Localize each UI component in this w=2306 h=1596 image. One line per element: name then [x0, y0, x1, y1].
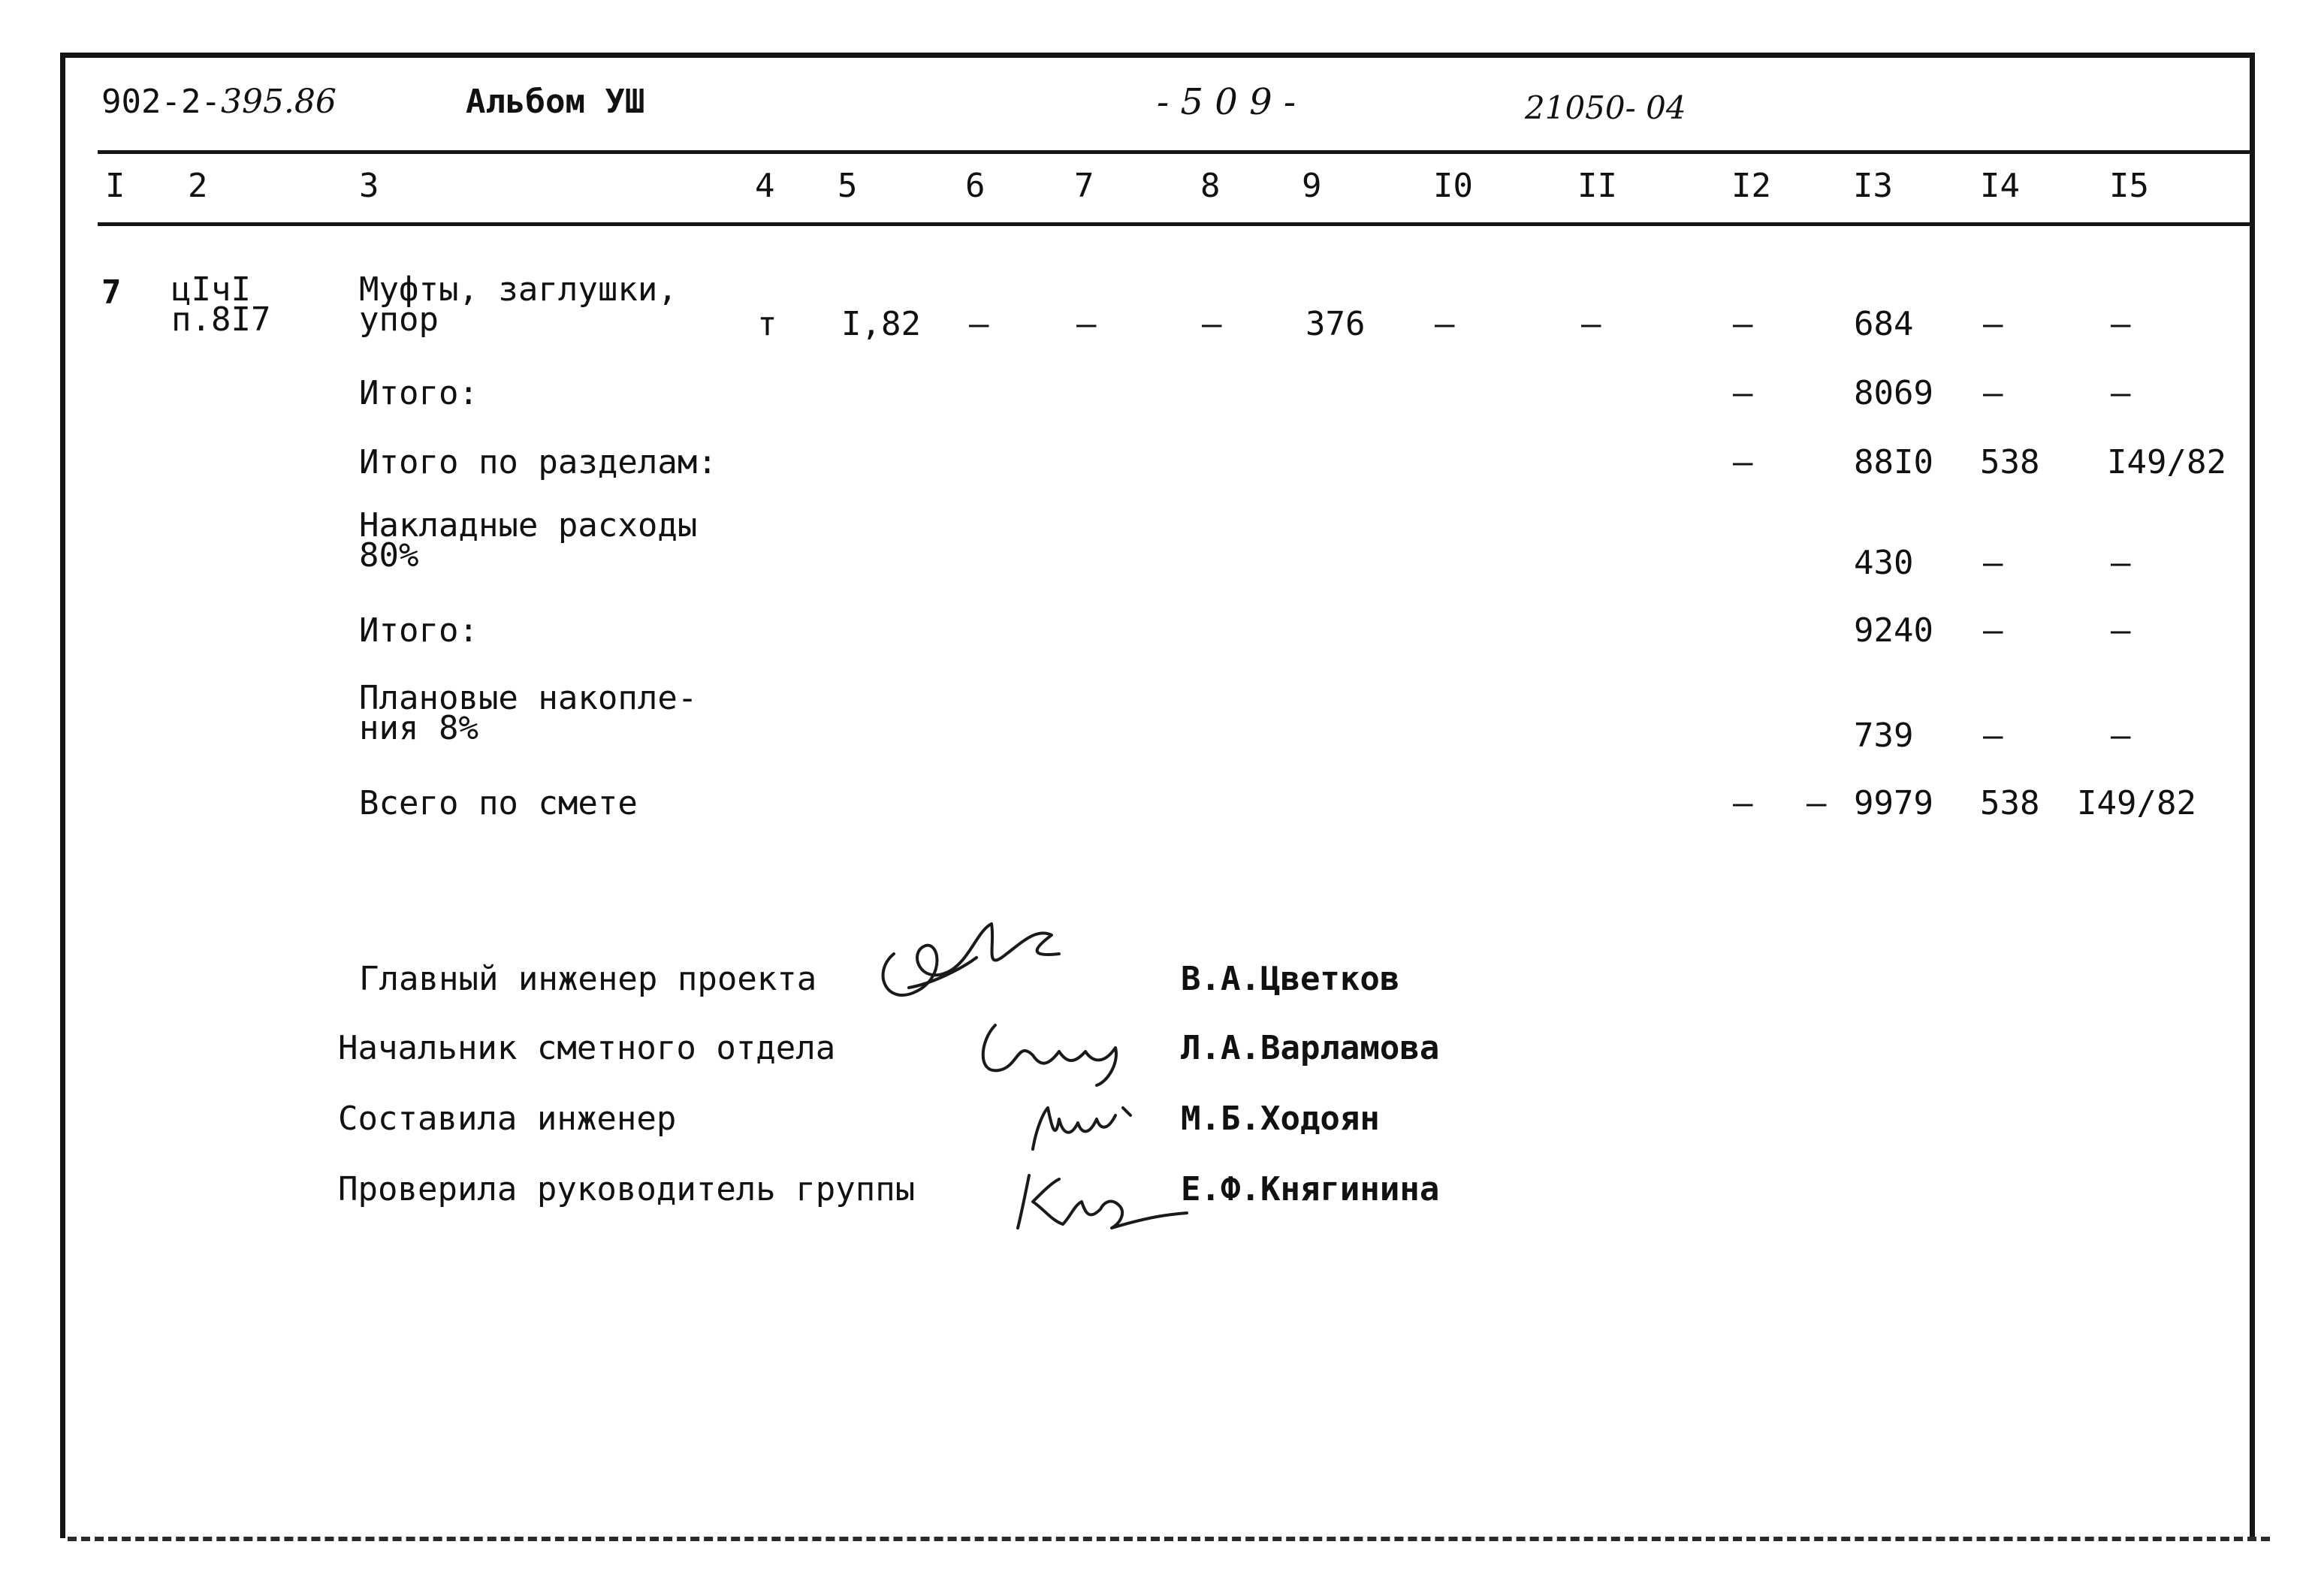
handwritten-signature-4: [999, 1160, 1194, 1235]
cell-c9: 376: [1305, 305, 1366, 343]
cell-c15: –: [2111, 717, 2131, 755]
cell-c13: 9240: [1854, 611, 1933, 650]
col-header-4: 4: [755, 167, 775, 205]
col-header-12: I2: [1731, 167, 1771, 205]
col-header-3: 3: [359, 167, 379, 205]
row-label: Всего по смете: [359, 784, 638, 822]
col-header-8: 8: [1200, 167, 1221, 205]
signature-name: Л.А.Варламова: [1181, 1029, 1440, 1067]
cell-c14: 538: [1980, 443, 2040, 481]
signature-role: Проверила руководитель группы: [338, 1170, 916, 1208]
col-header-5: 5: [838, 167, 858, 205]
col-header-6: 6: [965, 167, 985, 205]
col-header-11: II: [1577, 167, 1617, 205]
cell-c11: –: [1581, 305, 1601, 343]
signature-role: Составила инженер: [338, 1100, 677, 1138]
bottom-edge-line: [68, 1537, 2270, 1541]
page-number: - 5 0 9 -: [1157, 81, 1296, 123]
cell-c15: –: [2111, 305, 2131, 343]
column-header-rule: [98, 222, 2250, 226]
doc-code: 902-2-395.86: [101, 83, 337, 121]
signature-role: Начальник сметного отдела: [338, 1029, 836, 1067]
cell-c12: –: [1733, 374, 1753, 412]
cell-c15: –: [2111, 611, 2131, 650]
cell-c13: 739: [1854, 717, 1914, 755]
cell-c15: –: [2111, 374, 2131, 412]
row-label: Муфты, заглушки, упор: [359, 270, 678, 339]
cell-c12: –: [1733, 443, 1753, 481]
cell-c14: –: [1983, 544, 2003, 582]
cell-c14: –: [1983, 374, 2003, 412]
row-label: Итого:: [359, 374, 478, 412]
handwritten-signature-1: [864, 901, 1074, 1014]
signature-name: В.А.Цветков: [1181, 960, 1400, 998]
col-header-2: 2: [188, 167, 208, 205]
row-label: Итого по разделам:: [359, 443, 717, 481]
cell-c10: –: [1435, 305, 1455, 343]
col-header-10: I0: [1433, 167, 1473, 205]
col-header-9: 9: [1302, 167, 1322, 205]
cell-c8: –: [1202, 305, 1222, 343]
signature-name: Е.Ф.Княгинина: [1181, 1170, 1440, 1208]
cell-c14: –: [1983, 611, 2003, 650]
album-label: Альбом УШ: [466, 83, 645, 121]
quantity-cell: I,82: [841, 305, 921, 343]
sheet-code: 21050- 04: [1525, 89, 1686, 126]
cell-c15: I49/82: [2107, 443, 2226, 481]
cell-c14: –: [1983, 717, 2003, 755]
signature-name: М.Б.Ходоян: [1181, 1100, 1380, 1138]
row-label: Итого:: [359, 611, 478, 650]
cell-c7: –: [1076, 305, 1097, 343]
cell-c13: 88I0: [1854, 443, 1933, 481]
cell-c6: –: [969, 305, 989, 343]
col-header-1: I: [105, 167, 125, 205]
col-header-14: I4: [1980, 167, 2020, 205]
unit-cell: т: [757, 305, 777, 343]
cell-c15: –: [2111, 544, 2131, 582]
row-number: 7: [101, 273, 122, 312]
handwritten-signature-2: [965, 1010, 1145, 1093]
col-header-7: 7: [1074, 167, 1094, 205]
cell-c14: –: [1983, 305, 2003, 343]
header-rule: [98, 150, 2250, 154]
cell-c13: 9979: [1854, 784, 1933, 822]
col-header-15: I5: [2109, 167, 2149, 205]
cell-c13: 684: [1854, 305, 1914, 343]
col-header-13: I3: [1853, 167, 1893, 205]
cell-c12b: –: [1806, 784, 1827, 822]
cell-c12: –: [1733, 784, 1753, 822]
cell-c15: I49/82: [2077, 784, 2196, 822]
row-label: Плановые накопле- ния 8%: [359, 679, 698, 747]
doc-code-handwritten: 395.86: [220, 83, 337, 121]
row-label: Накладные расходы 80%: [359, 506, 698, 575]
cell-c12: –: [1733, 305, 1753, 343]
cell-c13: 430: [1854, 544, 1914, 582]
handwritten-signature-3: [1010, 1089, 1145, 1164]
cell-c13: 8069: [1854, 374, 1933, 412]
row-code: цIчI п.8I7: [171, 270, 271, 339]
signature-role: Главный инженер проекта: [359, 960, 817, 998]
cell-c14: 538: [1980, 784, 2040, 822]
